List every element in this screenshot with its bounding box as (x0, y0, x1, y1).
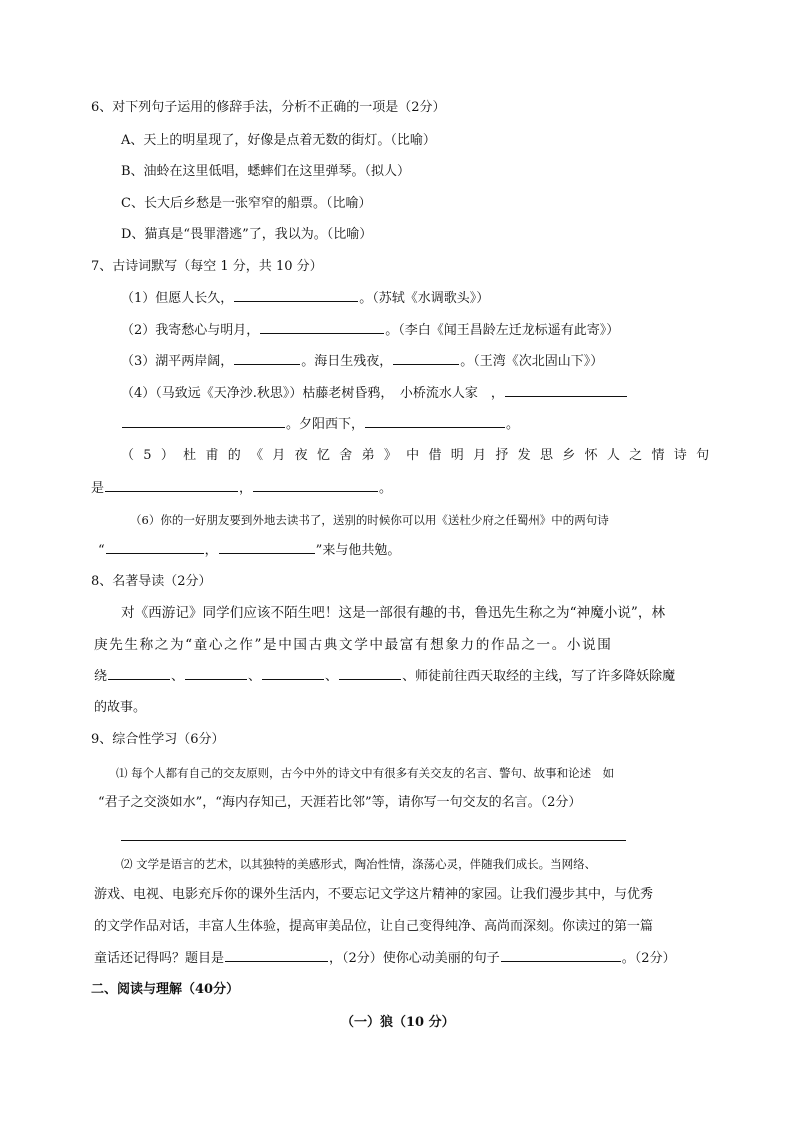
answer-blank[interactable] (122, 415, 285, 428)
q7-item-6-post: ”来与他共勉。 (315, 543, 401, 558)
answer-blank[interactable] (339, 667, 401, 680)
answer-blank[interactable] (393, 352, 459, 365)
answer-blank[interactable] (365, 415, 505, 428)
section-2-title: 二、阅读与理解（40分） (91, 982, 240, 997)
q7-item-5-cont (91, 479, 392, 498)
q7-item-4-end: 。 (506, 417, 520, 432)
q7-item-6: （6）你的一好朋友要到外地去读书了，送别的时候你可以用《送杜少府之任蜀州》中的两句诗 (130, 513, 609, 527)
answer-blank[interactable] (234, 289, 358, 302)
answer-blank[interactable] (108, 667, 170, 680)
q8-line-4: 的故事。 (94, 700, 147, 715)
q7-stem: 7、古诗词默写（每空 1 分，共 10 分） (91, 259, 323, 274)
q8-separator: 、 (325, 669, 339, 684)
q8-line-1: 对《西游记》同学们应该不陌生吧！这是一部很有趣的书，鲁迅先生称之为“神魔小说”，林 (121, 605, 666, 621)
answer-blank[interactable] (260, 321, 384, 334)
answer-blank[interactable] (106, 541, 204, 554)
q9-part-2-line-4 (94, 949, 676, 968)
q9-part-2-line-4-post: 。（2分） (621, 951, 676, 966)
q6-option-b: B、油蛉在这里低唱，蟋蟀们在这里弹琴。（拟人） (121, 164, 411, 179)
answer-line[interactable] (121, 840, 626, 841)
answer-blank[interactable] (262, 667, 324, 680)
q8-line-3-post: 、师徒前往西天取经的主线，写了许多降妖除魔 (402, 669, 676, 684)
q9-part-1-line-2: “君子之交淡如水”，“海内存知己，天涯若比邻”等，请你写一句交友的名言。（2分） (98, 795, 582, 810)
q7-item-5-mid: ， (239, 481, 253, 496)
answer-blank[interactable] (253, 479, 378, 492)
answer-blank[interactable] (501, 949, 621, 962)
q6-option-d: D、猫真是“畏罪潜逃”了，我以为。（比喻） (121, 227, 373, 242)
q8-separator: 、 (171, 669, 185, 684)
section-2-subtitle: （一）狼（10 分） (341, 1015, 455, 1030)
q7-item-6-mid: ， (204, 543, 218, 558)
q7-item-4-pre: （4）（马致远《天净沙.秋思》）枯藤老树昏鸦， 小桥流水人家 ， (121, 386, 504, 401)
q6-stem: 6、对下列句子运用的修辞手法，分析不正确的一项是（2分） (91, 100, 446, 115)
q6-option-a: A、天上的明星现了，好像是点着无数的街灯。（比喻） (121, 133, 436, 148)
q7-item-6-cont (98, 541, 400, 560)
q7-item-3-pre: （3）湖平两岸阔， (121, 354, 234, 369)
q9-part-2-line-4-mid: ，（2分）使你心动美丽的句子 (329, 951, 500, 966)
q8-line-3 (94, 667, 675, 686)
q9-part-2-line-2: 游戏、电视、电影充斥你的课外生活内，不要忘记文学这片精神的家园。让我们漫步其中，与优秀 (94, 887, 654, 902)
q8-stem: 8、名著导读（2分） (91, 574, 212, 589)
answer-blank[interactable] (185, 667, 247, 680)
q9-stem: 9、综合性学习（6分） (91, 732, 225, 747)
q9-part-1-line-1: ⑴ 每个人都有自己的交友原则，古今中外的诗文中有很多有关交友的名言、警句、故事和论述 如 (116, 766, 615, 780)
q7-item-2-pre: （2）我寄愁心与明月， (121, 323, 260, 338)
q9-part-2-line-3: 的文学作品对话，丰富人生体验，提高审美品位，让自己变得纯净、高尚而深刻。你读过的第一篇 (94, 919, 654, 934)
q7-item-1 (121, 289, 489, 308)
q7-item-4 (121, 384, 628, 403)
answer-blank[interactable] (505, 384, 627, 397)
q6-option-c: C、长大后乡愁是一张窄窄的船票。（比喻） (121, 196, 372, 211)
q7-item-5-end: 。 (379, 481, 393, 496)
answer-blank[interactable] (219, 541, 315, 554)
answer-blank[interactable] (225, 949, 328, 962)
q9-part-2-line-1: ⑵ 文学是语言的艺术，以其独特的美感形式，陶冶性情，涤荡心灵，伴随我们成长。当网络、 (121, 857, 597, 871)
q7-item-2 (121, 321, 619, 340)
q7-item-5: （5）杜甫的《月夜忆舍弟》中借明月抒发思乡怀人之情诗句 (121, 448, 719, 463)
q8-line-3-pre: 绕 (94, 669, 108, 684)
answer-blank[interactable] (105, 479, 238, 492)
q8-line-2: 庚先生称之为“童心之作”是中国古典文学中最富有想象力的作品之一。小说围 (94, 637, 613, 653)
answer-blank[interactable] (234, 352, 300, 365)
q7-item-3-mid: 。海日生残夜， (301, 354, 393, 369)
q8-separator: 、 (248, 669, 262, 684)
q7-item-4-mid: 。夕阳西下， (286, 417, 365, 432)
q7-item-6-open: “ (98, 543, 105, 558)
q7-item-1-pre: （1）但愿人长久， (121, 291, 234, 306)
q7-item-5-pre: 是 (91, 481, 105, 496)
q7-item-3 (121, 352, 603, 371)
q7-item-2-post: 。（李白《闻王昌龄左迁龙标遥有此寄》） (385, 323, 620, 338)
q7-item-4-cont (121, 415, 519, 434)
q9-part-2-line-4-pre: 童话还记得吗？题目是 (94, 951, 225, 966)
q7-item-3-post: 。（王湾《次北固山下》） (460, 354, 604, 369)
q7-item-1-post: 。（苏轼《水调歌头》） (359, 291, 490, 306)
